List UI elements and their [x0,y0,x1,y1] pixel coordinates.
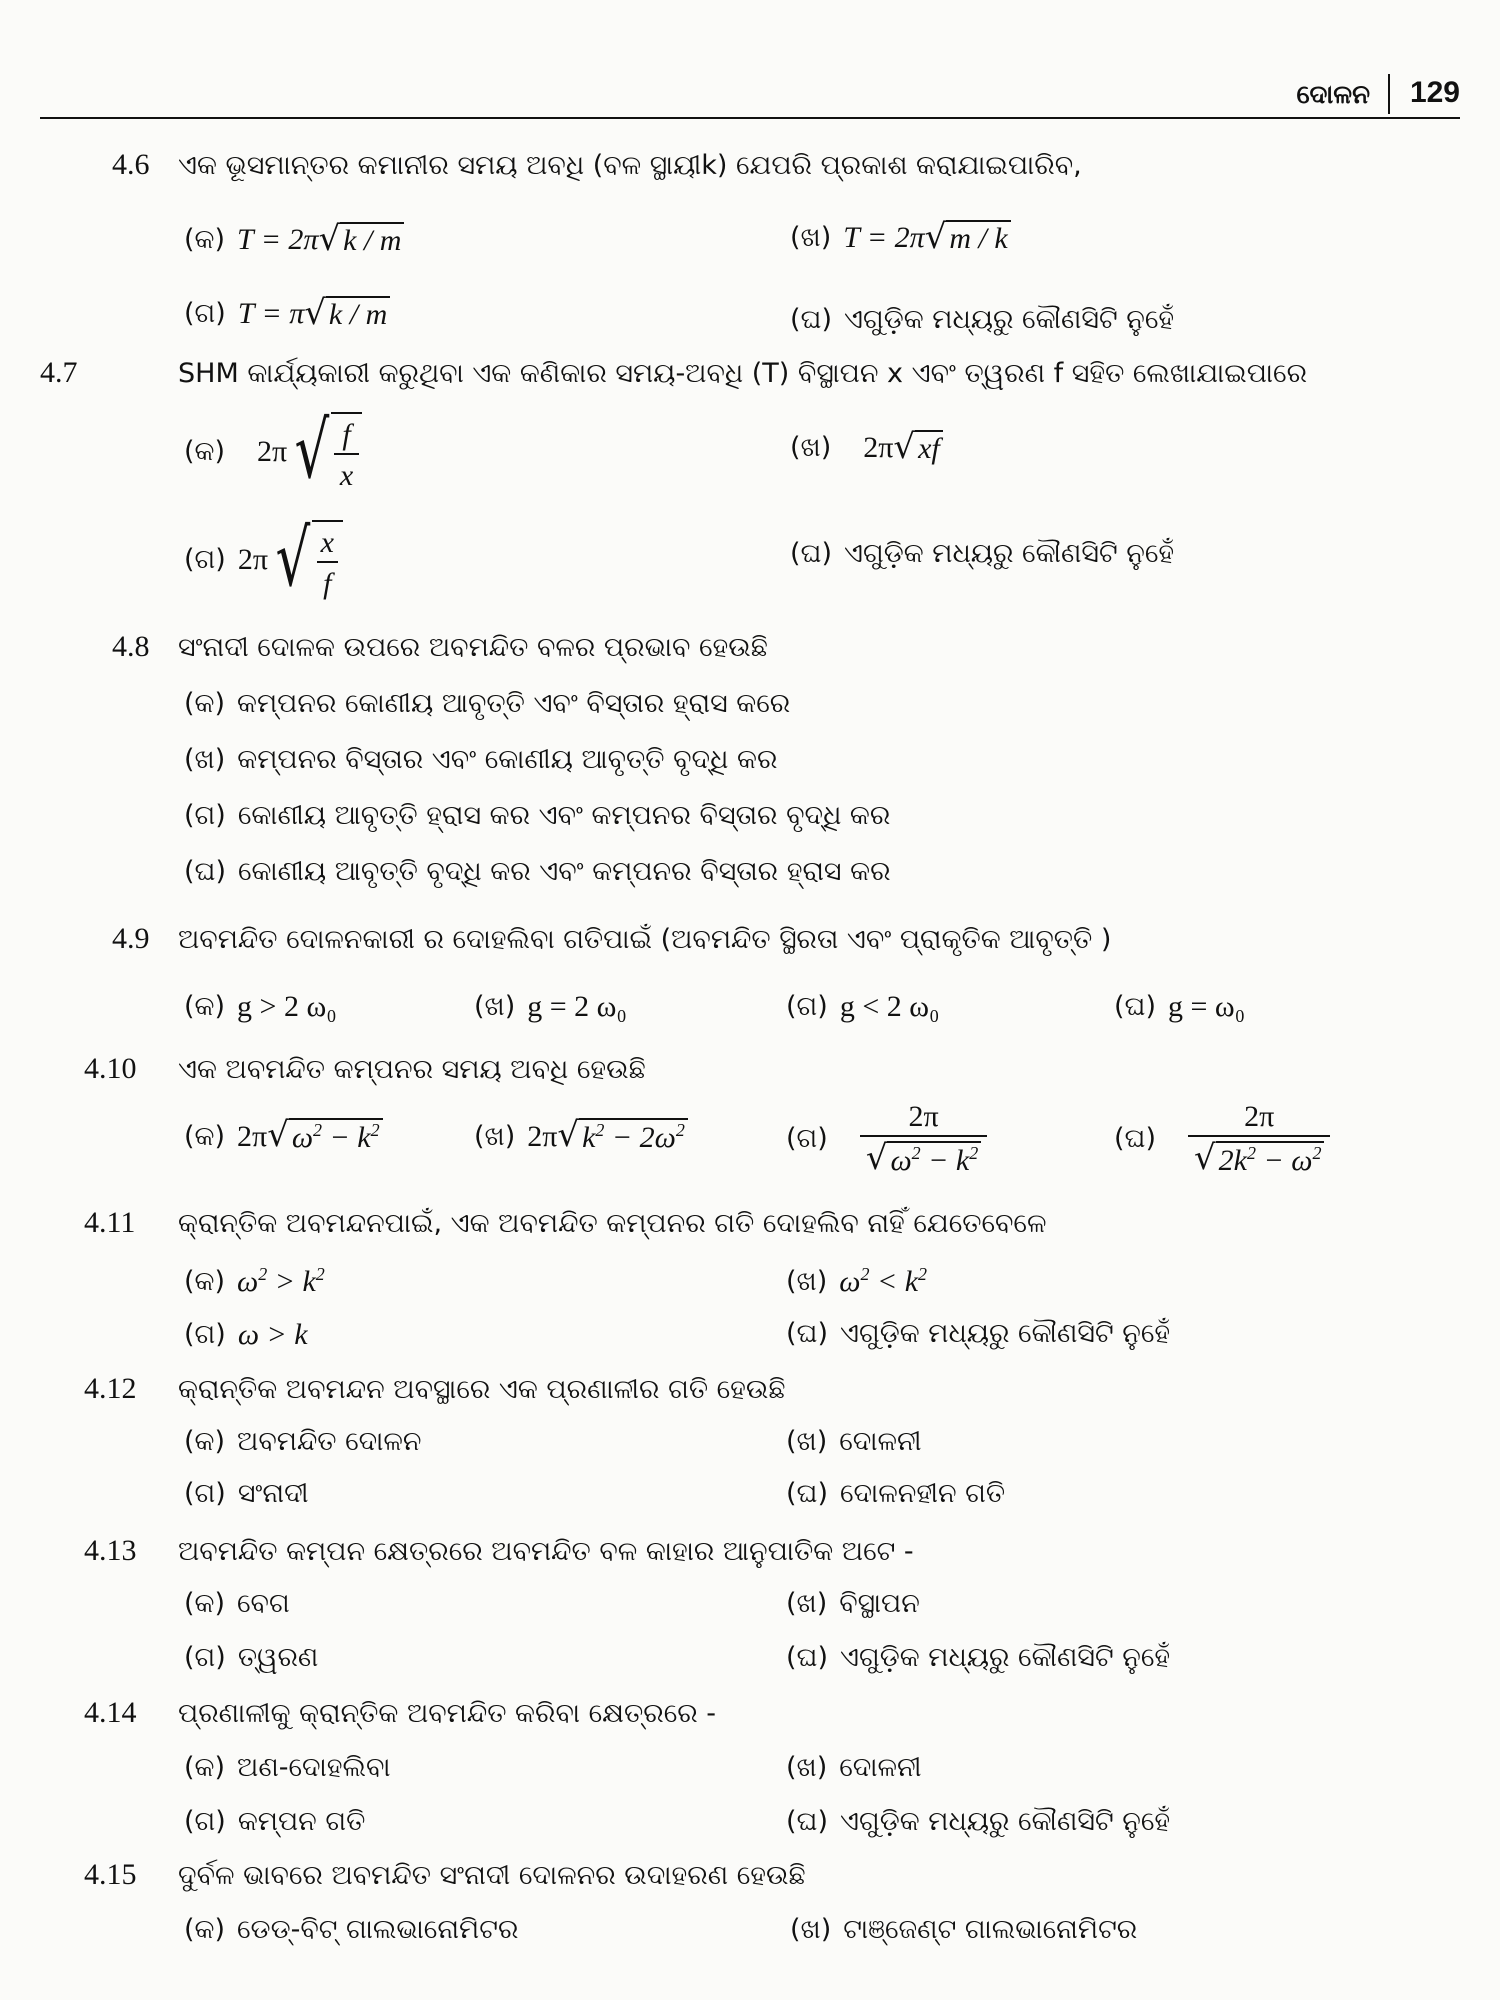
option-label: (ଗ) [184,298,226,330]
option [184,1752,391,1784]
option [1114,990,1245,1024]
option [474,1115,688,1156]
question-number: 4.7 [40,356,78,389]
option-formula: g < 2 ω₀ [839,990,940,1023]
option-label: (କ) [184,1265,226,1297]
sqrt: √ m / k [925,220,1011,257]
option [184,219,404,259]
option [790,217,1011,257]
option-text: କୋଣୀୟ ଆବୃତ୍ତି ହ୍ରାସ କର ଏବଂ କମ୍ପନର ବିସ୍ତାର ବୃଦ୍ଧି କର [237,800,891,831]
option-formula: T = 2π [237,223,319,257]
option-text: କମ୍ପନର କୋଣୀୟ ଆବୃତ୍ତି ଏବଂ ବିସ୍ତାର ହ୍ରାସ କରେ [237,688,791,719]
option-label: (କ) [184,436,226,467]
option [184,1318,308,1352]
option-label: (ଖ) [184,744,226,775]
option [184,1806,365,1838]
sqrt: √ xf [893,430,942,467]
question-number: 4.10 [84,1052,137,1085]
option-label: (ଖ) [786,1265,828,1297]
option-label: (ଗ) [786,1123,828,1155]
option-label: (ଖ) [474,991,516,1022]
option-label: (ଗ) [184,800,226,831]
option-label: (ଖ) [790,1914,832,1945]
question-number: 4.12 [84,1372,137,1405]
option [184,856,891,888]
header-rule [40,117,1460,119]
option-label: (କ) [184,224,226,256]
question-text: କ୍ରାନ୍ତିକ ଅବମନ୍ଦନପାଇଁ, ଏକ ଅବମନ୍ଦିତ କମ୍ପନର ଗତି ଦୋହଲିବ ନାହିଁ ଯେତେବେଳେ [178,1208,1047,1239]
option [184,406,362,496]
option-label: (ଘ) [184,856,226,887]
question-text: ଏକ ଭୂସମାନ୍ତର କମାନୀର ସମୟ ଅବଧି (ବଳ ସ୍ଥାୟୀk) ଯେପରି ପ୍ରକାଶ କରାଯାଇପାରିବ, [178,150,1082,181]
option [790,538,1174,570]
chapter-title: ଦୋଳନ [1296,80,1370,110]
question-number: 4.6 [112,148,150,181]
option [184,688,790,720]
question-number: 4.9 [112,922,150,955]
question-text: ଅବମନ୍ଦିତ ଦୋଳନକାରୀ ର ଦୋହଲିବା ଗତିପାଇଁ (ଅବମନ୍ଦିତ ସ୍ଥିରତା ଏବଂ ପ୍ରାକୃତିକ ଆବୃତ୍ତି ) [178,924,1112,955]
option [184,1264,325,1299]
option-text: ଦୋଳନହୀନ ଗତି [840,1478,1006,1509]
question-text: ସଂନାଦୀ ଦୋଳକ ଉପରେ ଅବମନ୍ଦିତ ବଳର ପ୍ରଭାବ ହେଉଛି [178,632,768,663]
option-text: ଏଗୁଡ଼ିକ ମଧ୍ୟରୁ କୌଣସିଟି ନୁହେଁ [844,304,1175,335]
option [786,990,939,1024]
sqrt: √ $\omega^2 - k^2$ [267,1118,382,1156]
option [786,1100,987,1179]
option-formula: 2π [527,1119,558,1153]
option [1114,1100,1330,1179]
option [786,1642,1170,1674]
option-label: (କ) [184,1914,226,1945]
option-label: (କ) [184,991,226,1022]
option [786,1752,922,1784]
fraction: 2π √ $\omega^2 - k^2$ [860,1100,987,1179]
option-text: ଏଗୁଡ଼ିକ ମଧ୍ୟରୁ କୌଣସିଟି ନୁହେଁ [844,538,1175,569]
option [790,1914,1137,1946]
option-label: (କ) [184,1426,226,1457]
option [786,1478,1005,1510]
question-number: 4.13 [84,1534,137,1567]
option-formula: g > 2 ω₀ [237,990,337,1023]
option-label: (ଗ) [184,1319,226,1350]
option-text: ବିସ୍ଥାପନ [839,1588,920,1619]
option-label: (ଗ) [184,544,226,575]
option-text: ଅବମନ୍ଦିତ ଦୋଳନ [237,1426,422,1457]
option-formula: g = 2 ω₀ [527,990,627,1023]
option [184,514,343,604]
option-formula: T = 2π [843,221,925,255]
option-formula: 2π [863,431,894,465]
option-text: ଏଗୁଡ଼ିକ ମଧ୍ୟରୁ କୌଣସିଟି ନୁହେଁ [840,1806,1171,1837]
option [184,1426,422,1458]
option-text: ଏଗୁଡ଼ିକ ମଧ୍ୟରୁ କୌଣସିଟି ନୁହେଁ [840,1318,1171,1349]
option [184,990,337,1024]
option-formula: 2π [257,435,288,468]
question-number: 4.15 [84,1858,137,1891]
question-number: 4.14 [84,1696,137,1729]
option-text: ବେଗ [237,1588,290,1619]
option-formula: 2π [237,1119,268,1153]
question-number: 4.8 [112,630,150,663]
option [786,1318,1170,1350]
option-text: ଡେଡ୍-ବିଟ୍ ଗାଲଭାନୋମିଟର [237,1914,519,1945]
option-text: ତ୍ୱରଣ [237,1642,319,1673]
option [184,1588,290,1620]
option [786,1806,1170,1838]
option-label: (ଖ) [786,1426,828,1457]
question-text: ଦୁର୍ବଳ ଭାବରେ ଅବମନ୍ଦିତ ସଂନାଦୀ ଦୋଳନର ଉଦାହରଣ ହେଉଛି [178,1860,806,1891]
sqrt: √ $\frac{f}{x}$ [287,412,362,492]
option-label: (ଘ) [1114,1123,1156,1155]
option-label: (ଗ) [786,991,828,1022]
option [786,1264,927,1299]
option-label: (ଘ) [786,1806,828,1837]
option-label: (କ) [184,1588,226,1619]
option [184,1478,309,1510]
option-label: (ଘ) [786,1478,828,1509]
option-label: (ଖ) [790,222,832,254]
option-formula: $\omega^2 < k^2$ [839,1264,928,1298]
option-text: ଟାଞ୍ଜେଣ୍ଟ ଗାଲଭାନୋମିଟର [843,1914,1138,1945]
option-label: (ଘ) [786,1318,828,1349]
question-text: ପ୍ରଣାଳୀକୁ କ୍ରାନ୍ତିକ ଅବମନ୍ଦିତ କରିବା କ୍ଷେତ୍ରରେ - [178,1698,717,1729]
option-label: (ଗ) [184,1806,226,1837]
option [786,1426,922,1458]
option [184,1914,518,1946]
option-formula: ω > k [237,1318,308,1351]
option-label: (ଖ) [474,1120,516,1152]
question-text: କ୍ରାନ୍ତିକ ଅବମନ୍ଦନ ଅବସ୍ଥାରେ ଏକ ପ୍ରଣାଳୀର ଗତି ହେଉଛି [178,1374,786,1405]
option-label: (ଖ) [786,1588,828,1619]
option [184,293,390,333]
option [184,1115,383,1156]
question-text: ଅବମନ୍ଦିତ କମ୍ପନ କ୍ଷେତ୍ରରେ ଅବମନ୍ଦିତ ବଳ କାହାର ଆନୁପାତିକ ଅଟେ - [178,1536,914,1567]
sqrt: √ $\frac{x}{f}$ [268,520,343,600]
option-formula: 2π [237,543,268,576]
option [184,744,777,776]
option [474,990,627,1024]
option-label: (ଘ) [1114,991,1156,1022]
sqrt: √ k / m [318,222,404,259]
option-label: (ଘ) [786,1642,828,1673]
option-label: (ଗ) [184,1478,226,1509]
page-header [40,70,1460,122]
option-formula: $\omega^2 > k^2$ [237,1264,325,1298]
option [786,1588,920,1620]
option-text: ଏଗୁଡ଼ିକ ମଧ୍ୟରୁ କୌଣସିଟି ନୁହେଁ [840,1642,1171,1673]
option-formula: T = π [237,297,305,331]
option-text: ଦୋଳନୀ [839,1752,922,1783]
option-label: (କ) [184,1120,226,1152]
fraction: 2π √ $2k^2 - \omega^2$ [1188,1100,1330,1179]
option-text: କୋଣୀୟ ଆବୃତ୍ତି ବୃଦ୍ଧି କର ଏବଂ କମ୍ପନର ବିସ୍ତାର ହ୍ରାସ କର [238,856,891,887]
question-number: 4.11 [84,1206,136,1239]
option-text: ସଂନାଦୀ [237,1478,309,1509]
header-separator [1388,74,1390,114]
option-text: କମ୍ପନ ଗତି [237,1806,366,1837]
option-label: (କ) [184,688,226,719]
option-text: ଅଣ-ଦୋହଲିବା [237,1752,391,1783]
option-formula: g = ω₀ [1168,990,1246,1023]
option [790,304,1174,336]
option-label: (ଗ) [184,1642,226,1673]
option [790,427,943,467]
option-label: (ଘ) [790,538,832,569]
option-text: ଦୋଳନୀ [839,1426,922,1457]
option [184,1642,318,1674]
option-label: (ଖ) [790,432,832,464]
sqrt: √ $k^2 - 2\omega^2$ [557,1118,687,1156]
option-label: (ଘ) [790,304,832,335]
option-label: (କ) [184,1752,226,1783]
option [184,800,890,832]
sqrt: √ k / m [304,296,390,333]
option-label: (ଖ) [786,1752,828,1783]
option-text: କମ୍ପନର ବିସ୍ତାର ଏବଂ କୋଣୀୟ ଆବୃତ୍ତି ବୃଦ୍ଧି କର [237,744,778,775]
page-number: 129 [1409,76,1460,109]
question-text: ଏକ ଅବମନ୍ଦିତ କମ୍ପନର ସମୟ ଅବଧି ହେଉଛି [178,1054,646,1085]
question-text: SHM କାର୍ଯ୍ୟକାରୀ କରୁଥିବା ଏକ କଣିକାର ସମୟ-ଅବଧି (T) ବିସ୍ଥାପନ x ଏବଂ ତ୍ୱରଣ f ସହିତ ଲେଖାଯାଇପାରେ [178,358,1308,389]
